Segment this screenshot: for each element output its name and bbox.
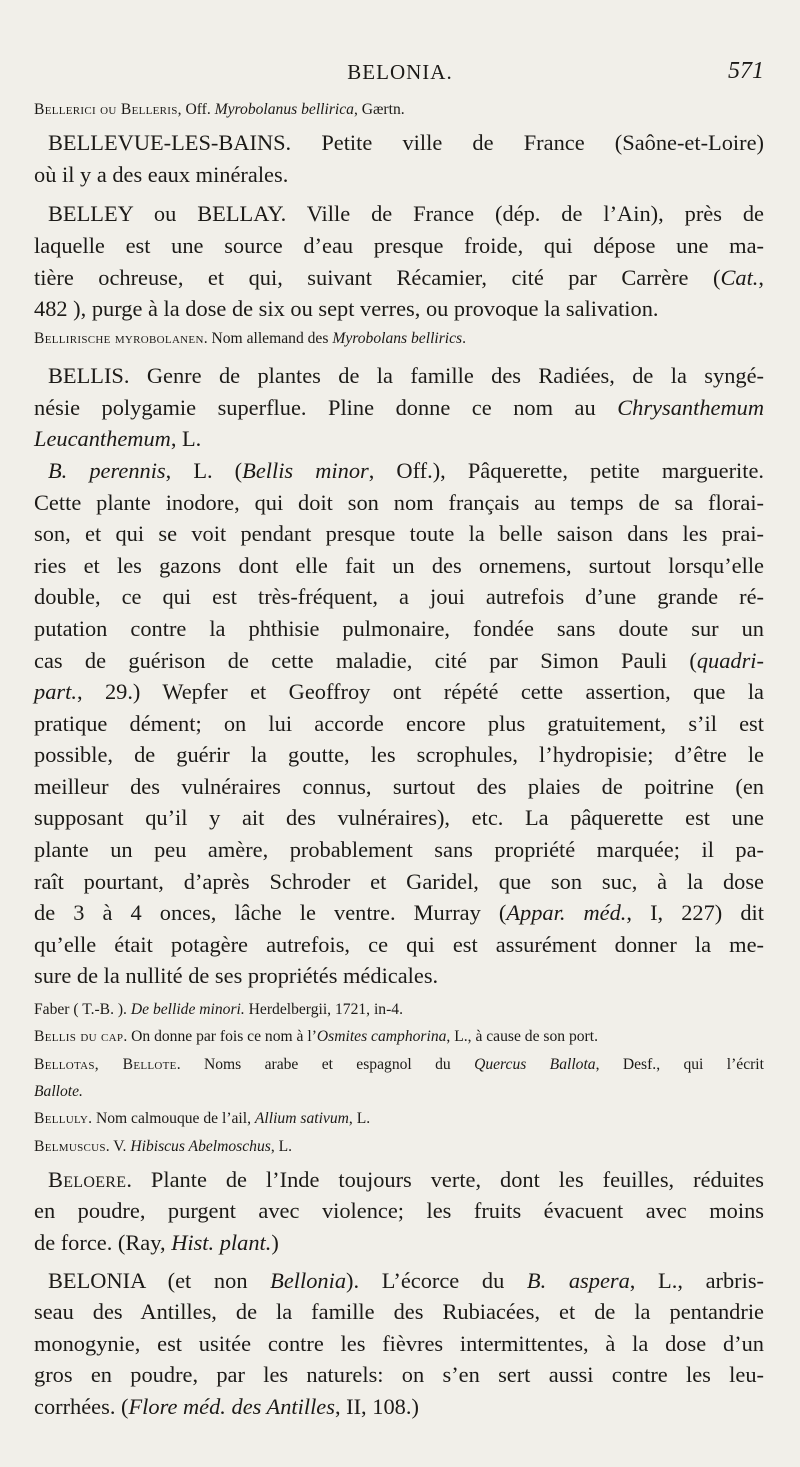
latin-name: B. perennis [48, 457, 166, 483]
latin-name: Leucanthemum [34, 426, 171, 452]
text-line: BELLIS. Genre de plantes de la famille des Radiées, de la syngé- [48, 363, 764, 389]
line-text: ) [271, 1230, 279, 1255]
entry-term: Bellerici ou Belleris [34, 101, 178, 118]
entry-bellotas [34, 1051, 764, 1106]
entry-term: Bellis du cap [34, 1028, 124, 1046]
text-line: raît pourtant, d’après Schroder et Garidel, que son suc, à la dose [34, 868, 764, 894]
running-head [0, 58, 800, 92]
line-text: BELONIA (et non [48, 1267, 271, 1293]
text-line: qu’elle était potagère autrefois, ce qui est assurément donner la me- [34, 931, 764, 957]
entry-text: . [462, 329, 467, 347]
text-line [34, 1164, 764, 1196]
text-column [34, 96, 764, 1423]
entry-bellirische [34, 325, 764, 352]
text-line: laquelle est une source d’eau presque froide, qui dépose une ma- [34, 233, 764, 259]
text-line [34, 1265, 764, 1297]
entry-bellis-du-cap [34, 1023, 764, 1050]
text-line: double, ce qui est très-fréquent, a joui autrefois d’une grande ré- [34, 584, 764, 610]
line-text: ). L’écorce du [346, 1267, 527, 1293]
entry-text: , L. [348, 1110, 371, 1128]
text-line [34, 1227, 764, 1259]
entry-text: . V. [105, 1137, 131, 1155]
text-line [34, 392, 764, 424]
latin-name: Myrobolans bellirics [332, 329, 463, 347]
entry-term: Belluly [34, 1110, 89, 1128]
text-line: monogynie, est usitée contre les fièvres intermittentes, à la dose d’un [34, 1330, 764, 1356]
text-line: où il y a des eaux minérales. [34, 161, 289, 187]
entry-text: . Nom allemand des [203, 329, 333, 347]
text-line: en poudre, purgent avec violence; les fruits évacuent avec moins [34, 1198, 764, 1224]
entry-belonia [34, 1265, 764, 1423]
entry-text: , L. [270, 1137, 293, 1155]
line-text: de force. (Ray, [34, 1230, 172, 1255]
text-line: putation contre la phthisie pulmonaire, fondée sans doute sur un [34, 615, 764, 641]
line-text: nésie polygamie superflue. Pline donne ce nom au [34, 394, 618, 420]
entry-bellis [34, 360, 764, 455]
line-text: corrhées. ( [34, 1393, 129, 1419]
entry-text: , Off. [177, 101, 215, 118]
entry-term: Belmuscus [34, 1137, 106, 1155]
work-title: De bellide minori. [130, 1001, 245, 1019]
line-text: , L. [170, 426, 202, 452]
text-line [34, 897, 764, 929]
latin-name: Bellonia [270, 1267, 347, 1293]
text-line: ries et les gazons dont elle fait un des ornemens, surtout lorsqu’elle [34, 552, 764, 578]
author: Faber ( T.-B. ). [34, 1001, 131, 1019]
text-line [34, 423, 764, 455]
entry-text: , Desf., qui l’écrit [595, 1055, 764, 1073]
entry-belley [34, 198, 764, 324]
entry-term: Bellirische myrobolanen [34, 329, 204, 347]
imprint: Herdelbergii, 1721, in-4. [244, 1001, 403, 1019]
text-line [34, 645, 764, 677]
text-line: supposant qu’il y ait des vulnéraires), etc. La pâquerette est une [34, 805, 764, 831]
entry-belmuscus [34, 1133, 764, 1160]
text-line: seau des Antilles, de la famille des Rubiacées, et de la pentandrie [34, 1299, 764, 1325]
text-line [34, 455, 764, 487]
page-number: 571 [728, 58, 764, 84]
line-text: de 3 à 4 onces, lâche le ventre. Murray ( [34, 900, 507, 926]
text-line [34, 676, 764, 708]
entry-term: Bellotas, Bellote [34, 1055, 177, 1073]
latin-name: Bellis minor [242, 457, 369, 483]
entry-text: . Noms arabe et espagnol du [176, 1055, 475, 1073]
line-text: , II, 108.) [334, 1393, 419, 1419]
entry-bellevue [34, 127, 764, 190]
line-text: , L. ( [165, 457, 243, 483]
reference: quadri- [696, 647, 764, 673]
line-text: , 29.) Wepfer et Geoffroy ont répété cette assertion, que la [76, 679, 764, 705]
line-text: , Off.), Pâquerette, petite marguerite. [368, 457, 764, 483]
text-line [34, 1078, 764, 1105]
text-line: Cette plante inodore, qui doit son nom français au temps de sa florai- [34, 489, 764, 515]
entry-bellis-perennis [34, 455, 764, 992]
running-title: BELONIA. [347, 60, 453, 84]
latin-name: B. aspera [526, 1267, 630, 1293]
text-line: gros en poudre, par les naturels: on s’en sert aussi contre les leu- [34, 1362, 764, 1388]
entry-text: . Nom calmouque de l’ail, [88, 1110, 255, 1128]
text-line: sure de la nullité de ses propriétés médicales. [34, 963, 439, 989]
latin-name: Ballote. [34, 1082, 83, 1100]
latin-name: Myrobolanus bellirica [214, 101, 354, 118]
latin-name: Chrysanthemum [617, 394, 764, 420]
text-line: 482 ), purge à la dose de six ou sept verres, ou provoque la salivation. [34, 296, 659, 322]
text-line: meilleur des vulnéraires connus, surtout des plaies de poitrine (en [34, 773, 764, 799]
latin-name: Quercus Ballota [474, 1055, 596, 1073]
entry-text: , L., à cause de son port. [446, 1028, 598, 1046]
text-line: pratique dément; on lui accorde encore plus gratuitement, s’il est [34, 710, 764, 736]
text-line [34, 1391, 764, 1423]
line-text: , [758, 264, 764, 290]
line-text: , L., arbris- [629, 1267, 764, 1293]
text-line: BELLEY ou BELLAY. Ville de France (dép. de l’Ain), près de [48, 201, 764, 227]
latin-name: Osmites camphorina [316, 1028, 447, 1046]
entry-term: Beloere [48, 1166, 127, 1192]
text-line: possible, de guérir la goutte, les scrophules, l’hydropisie; d’être le [34, 742, 764, 768]
bibliography-faber [34, 996, 764, 1023]
entry-belluly [34, 1105, 764, 1132]
text-line: BELLEVUE-LES-BAINS. Petite ville de France (Saône-et-Loire) [48, 130, 764, 156]
reference: part. [34, 679, 77, 705]
text-line [34, 1051, 764, 1078]
text-line: plante un peu amère, probablement sans propriété marquée; il pa- [34, 837, 764, 863]
reference: Flore méd. des Antilles [128, 1393, 335, 1419]
text-line [34, 262, 764, 294]
reference: Hist. plant. [171, 1230, 272, 1255]
entry-text: . On donne par fois ce nom à l’ [123, 1028, 317, 1046]
line-text: . Plante de l’Inde toujours verte, dont les feuilles, réduites [126, 1166, 764, 1192]
entry-bellerici [34, 96, 764, 123]
text-line: son, et qui se voit pendant presque toute la belle saison dans les prai- [34, 521, 764, 547]
latin-name: Allium sativum [254, 1110, 349, 1128]
entry-beloere [34, 1164, 764, 1259]
reference: Cat. [720, 264, 759, 290]
line-text: tière ochreuse, et qui, suivant Récamier, cité par Carrère ( [34, 264, 721, 290]
line-text: cas de guérison de cette maladie, cité par Simon Pauli ( [34, 647, 697, 673]
latin-name: Hibiscus Abelmoschus [130, 1137, 271, 1155]
line-text: , I, 227) dit [626, 900, 764, 926]
reference: Appar. méd. [506, 900, 627, 926]
entry-text: , Gærtn. [353, 101, 405, 118]
